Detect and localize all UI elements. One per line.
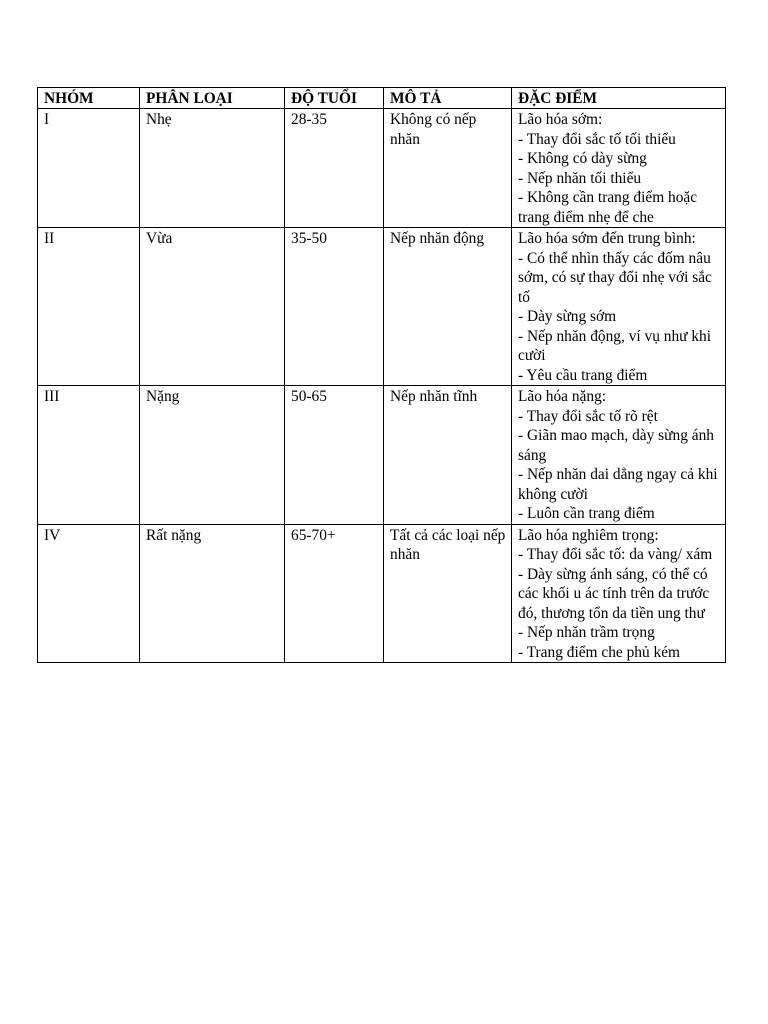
cell-characteristics bbox=[512, 228, 726, 386]
cell-description: Tất cả các loại nếp nhăn bbox=[384, 524, 512, 663]
cell-classification: Vừa bbox=[140, 228, 285, 386]
cell-classification: Nhẹ bbox=[140, 109, 285, 228]
characteristic-line: Lão hóa nghiêm trọng: bbox=[518, 526, 659, 544]
cell-description: Không có nếp nhăn bbox=[384, 109, 512, 228]
cell-description: Nếp nhăn động bbox=[384, 228, 512, 386]
cell-group: II bbox=[38, 228, 140, 386]
characteristic-line: - Dày sừng sớm bbox=[518, 308, 617, 325]
characteristic-line: - Nếp nhăn trầm trọng bbox=[518, 624, 655, 641]
cell-description: Nếp nhăn tĩnh bbox=[384, 386, 512, 525]
characteristic-line: - Trang điểm che phủ kém bbox=[518, 643, 681, 661]
cell-group: IV bbox=[38, 524, 140, 663]
cell-group: III bbox=[38, 386, 140, 525]
characteristic-line: - Thay đổi sắc tố tối thiểu bbox=[518, 130, 676, 148]
table-row bbox=[38, 386, 726, 525]
characteristic-line: - Không cần trang điểm hoặc trang điểm nhẹ để che bbox=[518, 189, 698, 226]
header-group: NHÓM bbox=[38, 88, 140, 109]
cell-age: 50-65 bbox=[285, 386, 384, 525]
characteristic-line: - Yêu cầu trang điểm bbox=[518, 366, 648, 384]
aging-classification-table bbox=[37, 87, 726, 663]
header-classification: PHÂN LOẠI bbox=[140, 88, 285, 109]
characteristic-line: - Thay đổi sắc tố: da vàng/ xám bbox=[518, 546, 713, 563]
table-row bbox=[38, 109, 726, 228]
cell-classification: Rất nặng bbox=[140, 524, 285, 663]
header-description: MÔ TẢ bbox=[384, 88, 512, 109]
table-header-row bbox=[38, 88, 726, 109]
characteristic-line: Lão hóa sớm đến trung bình: bbox=[518, 230, 696, 247]
cell-age: 28-35 bbox=[285, 109, 384, 228]
characteristic-line: - Dày sừng ánh sáng, có thể có các khối u ác tính trên da trước đó, thương tổn da tiền ung thư bbox=[518, 565, 710, 622]
characteristic-line: - Nếp nhăn tối thiểu bbox=[518, 169, 642, 187]
characteristic-line: - Nếp nhăn động, ví vụ như khi cười bbox=[518, 327, 712, 364]
characteristic-line: - Luôn cần trang điểm bbox=[518, 505, 655, 522]
characteristic-line: - Không có dày sừng bbox=[518, 150, 647, 167]
cell-characteristics bbox=[512, 386, 726, 525]
characteristic-line: - Có thể nhìn thấy các đốm nâu sớm, có sự thay đổi nhẹ với sắc tố bbox=[518, 249, 712, 306]
table-row bbox=[38, 228, 726, 386]
cell-age: 35-50 bbox=[285, 228, 384, 386]
characteristic-line: - Thay đổi sắc tố rõ rệt bbox=[518, 407, 658, 425]
table-row bbox=[38, 524, 726, 663]
cell-group: I bbox=[38, 109, 140, 228]
cell-age: 65-70+ bbox=[285, 524, 384, 663]
characteristic-line: - Giãn mao mạch, dày sừng ánh sáng bbox=[518, 427, 714, 464]
cell-characteristics bbox=[512, 109, 726, 228]
characteristic-line: Lão hóa sớm: bbox=[518, 111, 603, 128]
header-age: ĐỘ TUỔI bbox=[285, 88, 384, 109]
characteristic-line: Lão hóa nặng: bbox=[518, 388, 607, 405]
cell-characteristics bbox=[512, 524, 726, 663]
characteristic-line: - Nếp nhăn dai dẳng ngay cả khi không cười bbox=[518, 466, 718, 503]
header-characteristics: ĐẶC ĐIỂM bbox=[512, 88, 726, 109]
cell-classification: Nặng bbox=[140, 386, 285, 525]
